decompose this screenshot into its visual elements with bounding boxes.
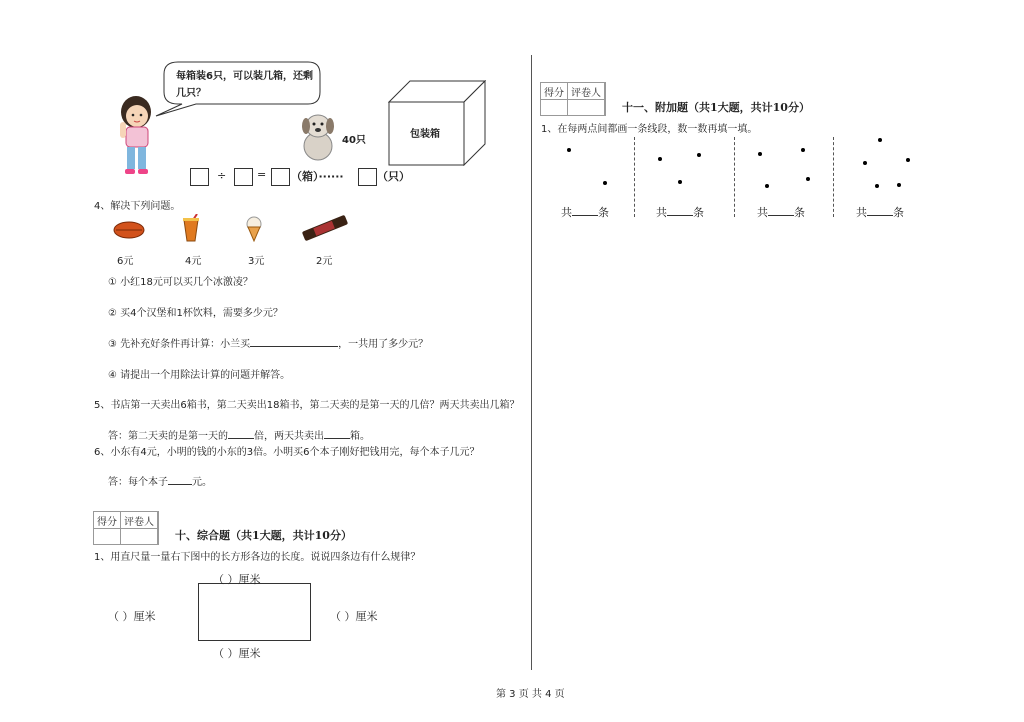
count-label-a: 共 bbox=[856, 206, 867, 219]
unit-items-label: （只） bbox=[377, 170, 410, 183]
q4-sub4: ④ 请提出一个用除法计算的问题并解答。 bbox=[108, 370, 291, 381]
dot bbox=[765, 184, 769, 188]
count-label-b: 条 bbox=[794, 206, 805, 219]
page-footer: 第 3 页 共 4 页 bbox=[496, 689, 565, 700]
q5-answer-text-b: 倍，两天共卖出 bbox=[254, 431, 324, 442]
toy-dog-illustration bbox=[298, 110, 338, 162]
dot bbox=[697, 153, 701, 157]
q4-sub3-text-b: ，一共用了多少元？ bbox=[338, 339, 429, 350]
q4-sub3-text-a: ③ 先补充好条件再计算：小兰买 bbox=[108, 339, 251, 350]
q4-sub2: ② 买4个汉堡和1杯饮料，需要多少元？ bbox=[108, 308, 283, 319]
dot bbox=[806, 177, 810, 181]
q5-blank-2[interactable] bbox=[324, 429, 350, 439]
q5-text: 5、书店第一天卖出6箱书，第二天卖出18箱书，第二天卖的是第一天的几倍？两天共卖出几箱？ bbox=[94, 400, 520, 411]
count-label-b: 条 bbox=[598, 206, 609, 219]
q4-sub3-blank[interactable] bbox=[250, 337, 338, 347]
answer-box-2[interactable] bbox=[234, 168, 253, 186]
q6-answer-text-a: 答：每个本子 bbox=[108, 477, 168, 488]
unit-boxes-label: （箱）······ bbox=[291, 170, 344, 183]
divide-sign: ÷ bbox=[217, 169, 227, 182]
price-ice-cream: 3元 bbox=[248, 256, 265, 267]
q4-sub3 bbox=[108, 335, 428, 350]
answer-box-4[interactable] bbox=[358, 168, 377, 186]
count-label-b: 条 bbox=[893, 206, 904, 219]
price-chocolate: 2元 bbox=[316, 256, 333, 267]
q5-answer-text-a: 答：第二天卖的是第一天的 bbox=[108, 431, 228, 442]
count-group-4 bbox=[856, 204, 904, 220]
q6-answer-text-b: 元。 bbox=[192, 477, 212, 488]
dot bbox=[758, 152, 762, 156]
dot bbox=[658, 157, 662, 161]
answer-box-1[interactable] bbox=[190, 168, 209, 186]
dashed-separator-1 bbox=[634, 137, 635, 217]
cm-bottom[interactable]: （ ）厘米 bbox=[213, 647, 261, 660]
score-label-11: 得分 bbox=[541, 83, 568, 115]
dot bbox=[678, 180, 682, 184]
q6-answer bbox=[108, 473, 212, 488]
q6-blank[interactable] bbox=[168, 475, 192, 485]
score-label: 得分 bbox=[94, 512, 121, 544]
q5-answer-text-c: 箱。 bbox=[350, 431, 370, 442]
box-label: 包装箱 bbox=[410, 129, 440, 140]
cm-top[interactable]: （ ）厘米 bbox=[213, 573, 261, 586]
count-blank-1[interactable] bbox=[572, 205, 598, 216]
speech-bubble bbox=[148, 58, 328, 118]
ice-cream-icon bbox=[243, 216, 265, 242]
count-blank-2[interactable] bbox=[667, 205, 693, 216]
price-drink: 4元 bbox=[185, 256, 202, 267]
speech-text: 每箱装6只，可以装几箱，还剩几只？ bbox=[176, 71, 313, 99]
dashed-separator-3 bbox=[833, 137, 834, 217]
score-box-section-10 bbox=[93, 511, 159, 545]
dot bbox=[603, 181, 607, 185]
section-10-q1: 1、用直尺量一量右下图中的长方形各边的长度。说说四条边有什么规律？ bbox=[94, 552, 421, 563]
q4-sub1: ① 小红18元可以买几个冰激凌？ bbox=[108, 277, 253, 288]
packing-box bbox=[388, 80, 486, 166]
count-label-a: 共 bbox=[561, 206, 572, 219]
answer-box-3[interactable] bbox=[271, 168, 290, 186]
price-burger: 6元 bbox=[117, 256, 134, 267]
q6-text: 6、小东有4元，小明的钱的小东的3倍。小明买6个本子刚好把钱用完，每个本子几元？ bbox=[94, 447, 480, 458]
q5-blank-1[interactable] bbox=[228, 429, 254, 439]
count-label-b: 条 bbox=[693, 206, 704, 219]
dot bbox=[801, 148, 805, 152]
q5-answer bbox=[108, 427, 370, 442]
count-blank-4[interactable] bbox=[867, 205, 893, 216]
dot bbox=[863, 161, 867, 165]
section-11-title: 十一、附加题（共1大题，共计10分） bbox=[622, 101, 810, 114]
dot bbox=[878, 138, 882, 142]
section-11-q1: 1、在每两点间都画一条线段，数一数再填一填。 bbox=[541, 124, 758, 135]
count-label-a: 共 bbox=[656, 206, 667, 219]
cm-right[interactable]: （ ）厘米 bbox=[330, 610, 378, 623]
section-10-title: 十、综合题（共1大题，共计10分） bbox=[175, 529, 352, 542]
toy-count-label: 40只 bbox=[342, 135, 366, 146]
dot bbox=[875, 184, 879, 188]
dot bbox=[906, 158, 910, 162]
count-group-2 bbox=[656, 204, 704, 220]
dot bbox=[567, 148, 571, 152]
count-group-3 bbox=[757, 204, 805, 220]
dashed-separator-2 bbox=[734, 137, 735, 217]
count-label-a: 共 bbox=[757, 206, 768, 219]
chocolate-bar-icon bbox=[300, 214, 350, 242]
dot bbox=[897, 183, 901, 187]
column-divider bbox=[531, 55, 532, 670]
burger-icon bbox=[112, 220, 146, 240]
count-blank-3[interactable] bbox=[768, 205, 794, 216]
count-group-1 bbox=[561, 204, 609, 220]
score-box-section-11 bbox=[540, 82, 606, 116]
equals-sign: = bbox=[257, 168, 267, 181]
q4-title: 4、解决下列问题。 bbox=[94, 201, 181, 212]
grader-label-11: 评卷人 bbox=[568, 83, 605, 115]
rectangle-figure bbox=[198, 583, 311, 641]
drink-icon bbox=[180, 214, 202, 242]
cm-left[interactable]: （ ）厘米 bbox=[108, 610, 156, 623]
grader-label: 评卷人 bbox=[121, 512, 158, 544]
